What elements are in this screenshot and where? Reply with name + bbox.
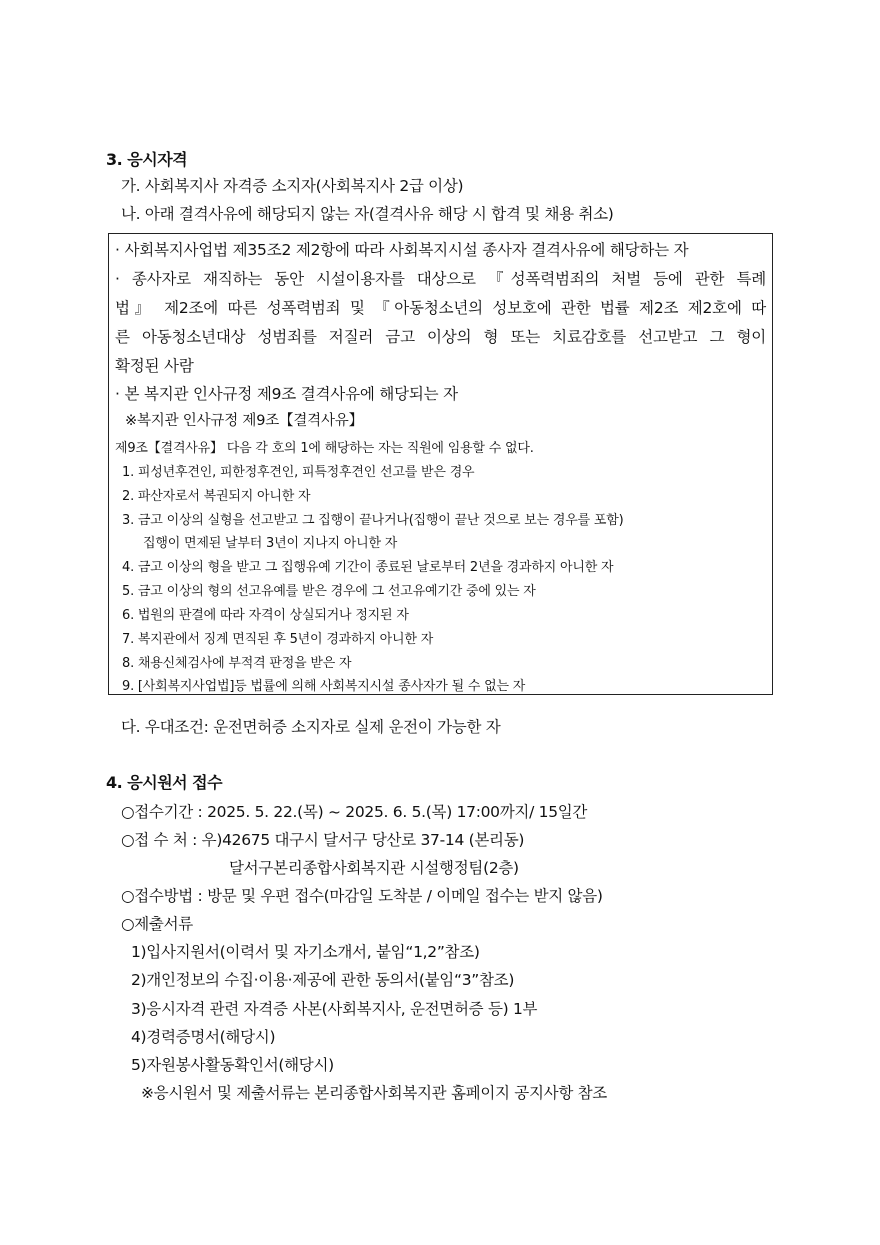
box-paragraph-1: · 사회복지사업법 제35조2 제2항에 따라 사회복지시설 종사자 결격사유에 해당하는 자: [115, 241, 689, 259]
disqualification-box: [108, 233, 773, 695]
documents-note: ※응시원서 및 제출서류는 본리종합사회복지관 홈페이지 공지사항 참조: [141, 1084, 607, 1102]
document-item-2: 2)개인정보의 수집·이용·제공에 관한 동의서(붙임“3”참조): [131, 971, 515, 989]
qualification-item-na: 나. 아래 결격사유에 해당되지 않는 자(결격사유 해당 시 합격 및 채용 취소): [121, 205, 614, 223]
document-item-3: 3)응시자격 관련 자격증 사본(사회복지사, 운전면허증 등) 1부: [131, 1000, 538, 1018]
clause-9: 9. [사회복지사업법]등 법률에 의해 사회복지시설 종사자가 될 수 없는 자: [122, 679, 526, 694]
qualification-item-da: 다. 우대조건: 운전면허증 소지자로 실제 운전이 가능한 자: [121, 718, 501, 736]
documents-title: ○제출서류: [121, 915, 193, 933]
application-place-line-2: 달서구본리종합사회복지관 시설행정팀(2층): [229, 859, 519, 877]
document-item-1: 1)입사지원서(이력서 및 자기소개서, 붙임“1,2”참조): [131, 943, 480, 961]
application-place: ○접 수 처 : 우)42675 대구시 달서구 당산로 37-14 (본리동): [121, 831, 525, 849]
box-paragraph-2-line-4: 확정된 사람: [115, 357, 194, 375]
clause-3: 3. 금고 이상의 실형을 선고받고 그 집행이 끝나거나(집행이 끝난 것으로 보는 경우를 포함): [122, 513, 624, 528]
box-note: ※복지관 인사규정 제9조【결격사유】: [125, 413, 363, 429]
section-4-title: 4. 응시원서 접수: [106, 773, 223, 792]
clause-6: 6. 법원의 판결에 따라 자격이 상실되거나 정지된 자: [122, 608, 409, 623]
clause-4: 4. 금고 이상의 형을 받고 그 집행유예 기간이 종료된 날로부터 2년을 경과하지 아니한 자: [122, 560, 614, 575]
box-paragraph-2-line-3: 른 아동청소년대상 성범죄를 저질러 금고 이상의 형 또는 치료감호를 선고받고 그 형이: [115, 328, 766, 346]
section-3-title: 3. 응시자격: [106, 150, 188, 169]
application-period: ○접수기간 : 2025. 5. 22.(목) ~ 2025. 6. 5.(목) 17:00까지/ 15일간: [121, 803, 588, 821]
document-item-4: 4)경력증명서(해당시): [131, 1028, 276, 1046]
clause-3-continued: 집행이 면제된 날부터 3년이 지나지 아니한 자: [143, 536, 398, 551]
article-9-heading: 제9조【결격사유】 다음 각 호의 1에 해당하는 자는 직원에 임용할 수 없다.: [115, 441, 534, 456]
clause-8: 8. 채용신체검사에 부적격 판정을 받은 자: [122, 656, 352, 671]
clause-2: 2. 파산자로서 복권되지 아니한 자: [122, 489, 311, 504]
box-paragraph-3: · 본 복지관 인사규정 제9조 결격사유에 해당되는 자: [115, 385, 458, 403]
application-method: ○접수방법 : 방문 및 우편 접수(마감일 도착분 / 이메일 접수는 받지 않음): [121, 887, 603, 905]
qualification-item-ga: 가. 사회복지사 자격증 소지자(사회복지사 2급 이상): [121, 177, 464, 195]
clause-5: 5. 금고 이상의 형의 선고유예를 받은 경우에 그 선고유예기간 중에 있는 자: [122, 584, 536, 599]
clause-7: 7. 복지관에서 징계 면직된 후 5년이 경과하지 아니한 자: [122, 632, 434, 647]
clause-1: 1. 피성년후견인, 피한정후견인, 피특정후견인 선고를 받은 경우: [122, 465, 475, 480]
box-paragraph-2-line-2: 법』 제2조에 따른 성폭력범죄 및 『아동청소년의 성보호에 관한 법률 제2조 제2호에 따: [115, 299, 766, 317]
box-paragraph-2-line-1: · 종사자로 재직하는 동안 시설이용자를 대상으로 『성폭력범죄의 처벌 등에 관한 특례: [115, 270, 766, 288]
document-item-5: 5)자원봉사활동확인서(해당시): [131, 1056, 334, 1074]
